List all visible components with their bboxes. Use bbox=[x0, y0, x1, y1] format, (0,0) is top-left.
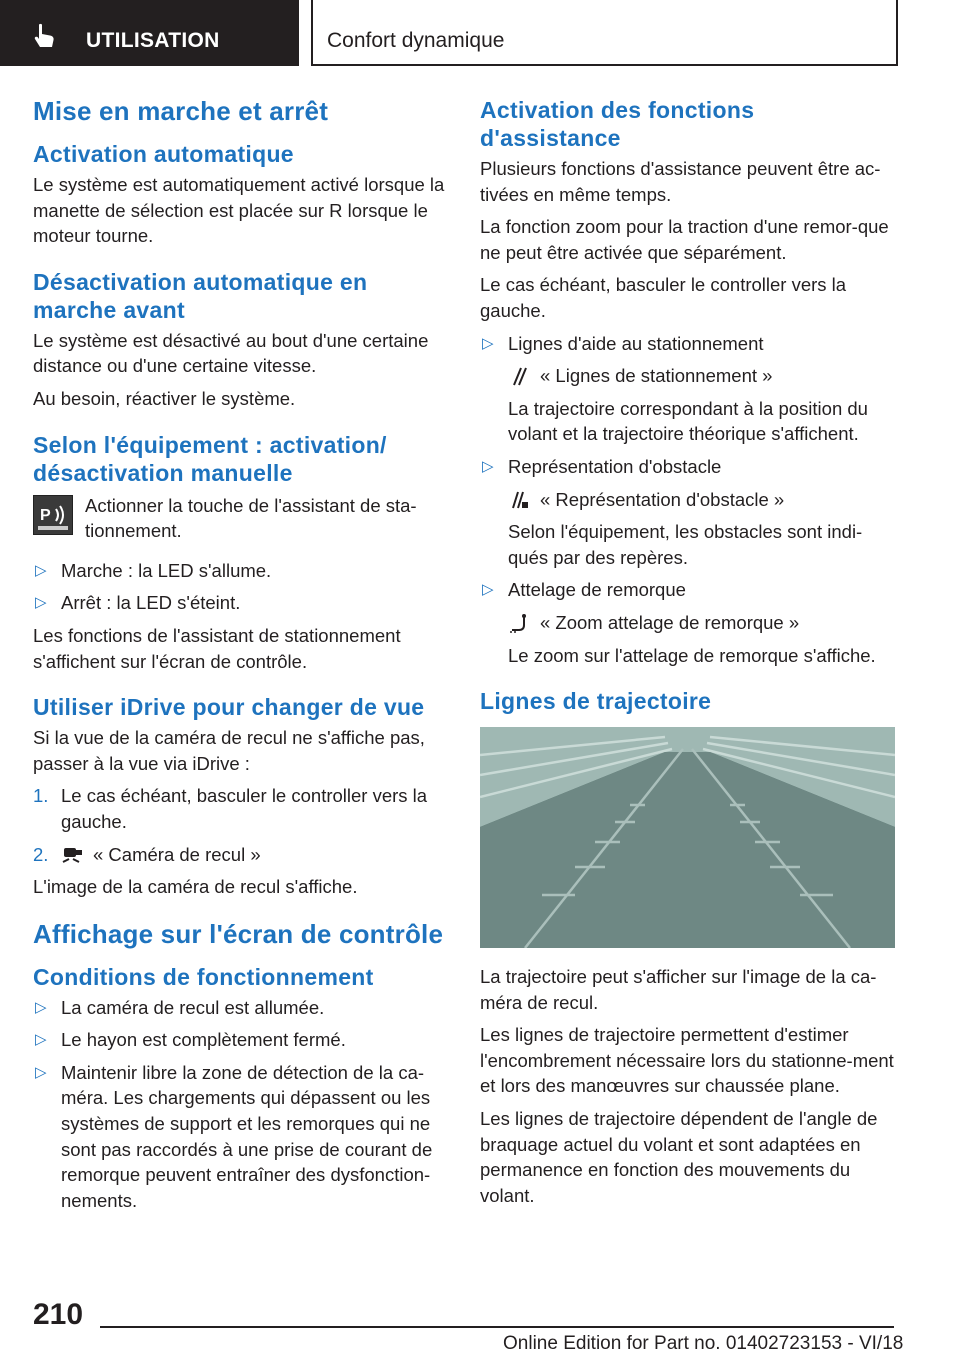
camera-trajectory-illustration bbox=[480, 727, 895, 948]
auto-off-text-2: Au besoin, réactiver le système. bbox=[33, 387, 296, 409]
auto-off-text-1: Le système est désactivé au bout d'une certaine distance ou d'une certaine vitesse. bbox=[33, 329, 429, 377]
svg-text:P: P bbox=[40, 506, 51, 524]
heading-on-off: Mise en marche et arrêt bbox=[33, 96, 329, 126]
heading-display: Affichage sur l'écran de contrôle bbox=[33, 918, 444, 949]
hand-pointer-icon bbox=[30, 22, 58, 50]
obstacle-icon bbox=[508, 490, 532, 510]
footer-divider bbox=[100, 1326, 894, 1328]
heading-assist: Activation des fonctions d'assistance bbox=[480, 97, 755, 151]
page-number: 210 bbox=[33, 1298, 84, 1331]
left-column bbox=[33, 96, 447, 1220]
step-item: 1. Le cas échéant, basculer le controller vers la gauche. bbox=[33, 785, 428, 832]
heading-auto-off: Désactivation automatique en marche avant bbox=[33, 268, 368, 323]
idrive-steps bbox=[33, 783, 447, 867]
parking-lines-icon bbox=[508, 366, 532, 386]
camera-image bbox=[480, 727, 895, 948]
triangle-right-icon: ▷ bbox=[482, 581, 494, 599]
triangle-right-icon: ▷ bbox=[482, 457, 494, 475]
list-item: ▷ Maintenir libre la zone de détection de la ca-méra. Les chargements qui dépassent ou les systèmes de support et les remorques qui ne sont pas raccordés à une prise de courant de remorque peuvent entraîner des dysfonction-nements. bbox=[35, 1061, 433, 1211]
parking-button-row bbox=[33, 493, 447, 544]
trailer-hitch-icon bbox=[508, 613, 532, 633]
parking-assistant-button-icon bbox=[33, 495, 73, 535]
page-header bbox=[0, 0, 960, 66]
assist-text-1: Plusieurs fonctions d'assistance peuvent être ac-tivées en même temps. bbox=[480, 158, 881, 205]
triangle-right-icon: ▷ bbox=[482, 334, 494, 352]
idrive-after: L'image de la caméra de recul s'affiche. bbox=[33, 876, 358, 898]
chapter-title: Confort dynamique bbox=[327, 29, 505, 52]
edition-note: Online Edition for Part no. 01402723153 - VI/18 bbox=[503, 1333, 904, 1354]
led-list bbox=[33, 558, 447, 616]
list-item: ▷ La caméra de recul est allumée. bbox=[33, 995, 447, 1021]
triangle-right-icon: ▷ bbox=[35, 594, 47, 612]
list-item: ▷ Le hayon est complètement fermé. bbox=[33, 1027, 447, 1053]
section-title: UTILISATION bbox=[86, 29, 220, 52]
right-column bbox=[480, 96, 894, 1215]
lines-text-3: Les lignes de trajectoire dépendent de l'angle de braquage actuel du volant et sont adaptées en permanence en fonction des mouvements du volant. bbox=[480, 1108, 878, 1206]
conditions-list bbox=[33, 995, 447, 1214]
triangle-right-icon: ▷ bbox=[35, 1031, 47, 1049]
list-item: ▷ Arrêt : la LED s'éteint. bbox=[33, 590, 447, 616]
triangle-right-icon: ▷ bbox=[35, 998, 47, 1016]
assist-text-3: Le cas échéant, basculer le controller vers la gauche. bbox=[480, 274, 847, 321]
heading-auto-on: Activation automatique bbox=[33, 141, 294, 167]
list-item: ▷ Marche : la LED s'allume. bbox=[33, 558, 447, 584]
idrive-intro: Si la vue de la caméra de recul ne s'affiche pas, passer à la vue via iDrive : bbox=[33, 727, 425, 774]
parking-button-text: Actionner la touche de l'assistant de sta-tionnement. bbox=[85, 494, 417, 542]
triangle-right-icon: ▷ bbox=[35, 561, 47, 579]
lines-text-1: La trajectoire peut s'afficher sur l'image de la ca-méra de recul. bbox=[480, 966, 877, 1013]
section-tab bbox=[0, 0, 299, 66]
manual-after-text: Les fonctions de l'assistant de stationnement s'affichent sur l'écran de contrôle. bbox=[33, 624, 401, 672]
heading-idrive: Utiliser iDrive pour changer de vue bbox=[33, 694, 425, 721]
heading-manual: Selon l'équipement : activation/ désactivation manuelle bbox=[33, 431, 387, 486]
step-item: 2. « Caméra de recul » bbox=[33, 843, 261, 865]
lines-text-2: Les lignes de trajectoire permettent d'estimer l'encombrement nécessaire lors du stationne-ment et lors des manœuvres sur chaussée plane. bbox=[480, 1024, 894, 1097]
list-item: ▷ Lignes d'aide au stationnement « Lignes de stationnement » La trajectoire correspondant à la position du volant et la trajectoire théorique s'affichent. bbox=[482, 332, 868, 445]
assist-list bbox=[480, 331, 894, 669]
rear-camera-icon bbox=[61, 845, 85, 865]
list-item: ▷ Représentation d'obstacle « Représentation d'obstacle » Selon l'équipement, les obstacles sont indi-qués par des repères. bbox=[482, 455, 863, 568]
chapter-box bbox=[311, 0, 898, 66]
list-item: ▷ Attelage de remorque « Zoom attelage de remorque » Le zoom sur l'attelage de remorque s'affiche. bbox=[482, 579, 876, 666]
auto-on-text: Le système est automatiquement activé lorsque la manette de sélection est placée sur R lorsque le moteur tourne. bbox=[33, 174, 445, 247]
heading-conditions: Conditions de fonctionnement bbox=[33, 963, 374, 990]
assist-text-2: La fonction zoom pour la traction d'une remor-que ne peut être activée que séparément. bbox=[480, 216, 889, 263]
heading-lines: Lignes de trajectoire bbox=[480, 688, 712, 715]
triangle-right-icon: ▷ bbox=[35, 1063, 47, 1081]
